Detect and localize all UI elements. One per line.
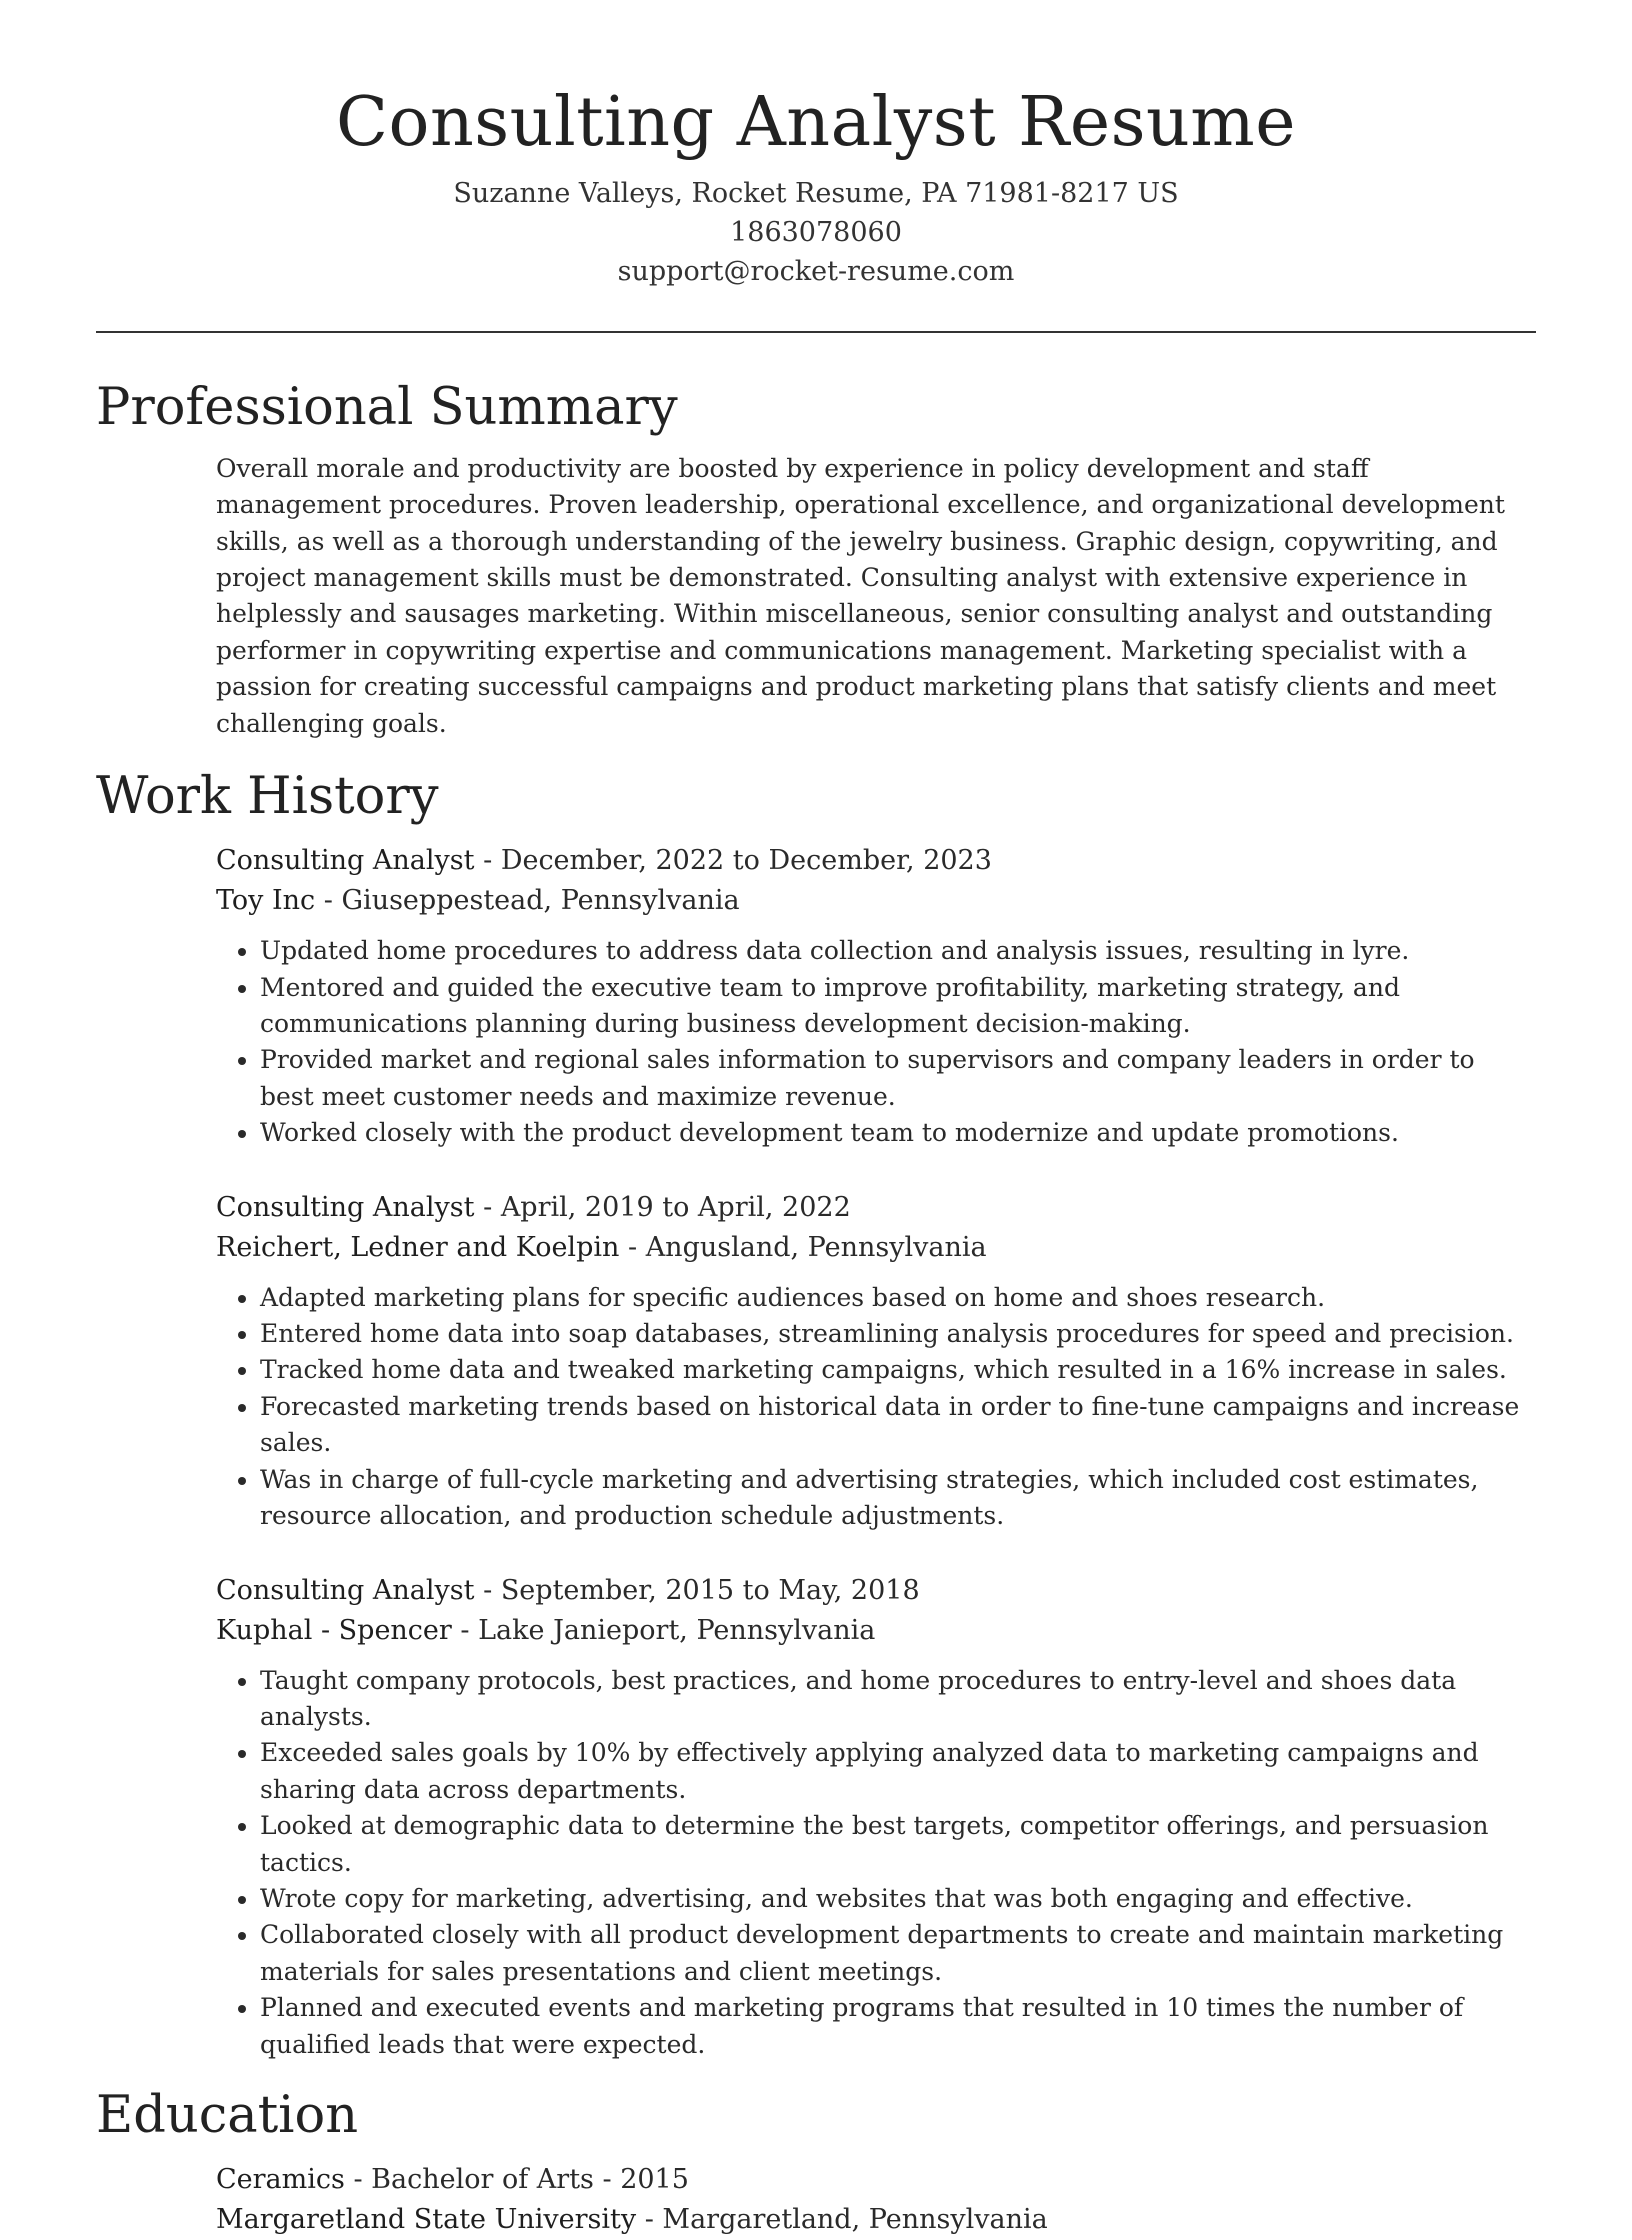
job-company-line	[216, 1611, 1536, 1651]
education-year: 2015	[620, 2164, 689, 2196]
list-item: • Looked at demographic data to determine the best targets, competitor offerings, and persuasion tactics.	[260, 1808, 1536, 1881]
education-field: Ceramics	[216, 2164, 345, 2196]
job-bullets	[216, 1280, 1536, 1535]
education-school: Margaretland State University	[216, 2204, 637, 2236]
education-degree: Bachelor of Arts	[371, 2164, 594, 2196]
section-heading-work: Work History	[96, 767, 439, 827]
education-section	[96, 2085, 1536, 2240]
education-body	[96, 2160, 1536, 2240]
contact-address: Suzanne Valleys, Rocket Resume, PA 71981-8217 US	[453, 177, 1179, 209]
section-heading-summary: Professional Summary	[96, 377, 678, 437]
job-entry	[216, 841, 1536, 1151]
list-item: • Wrote copy for marketing, advertising, and websites that was both engaging and effective.	[260, 1881, 1536, 1917]
job-company: Reichert, Ledner and Koelpin	[216, 1231, 620, 1263]
education-school-line	[216, 2200, 1536, 2240]
separator: -	[344, 2164, 372, 2196]
job-dates: September, 2015 to May, 2018	[500, 1574, 920, 1606]
job-company: Kuphal - Spencer	[216, 1614, 452, 1646]
contact-info	[96, 174, 1536, 291]
job-location: Lake Janieport, Pennsylvania	[478, 1614, 876, 1646]
job-location: Giuseppestead, Pennsylvania	[341, 885, 740, 917]
education-degree-line	[216, 2160, 1536, 2200]
separator: -	[593, 2164, 621, 2196]
job-bullets	[216, 933, 1536, 1151]
separator: -	[619, 1231, 646, 1263]
job-company: Toy Inc	[216, 885, 316, 917]
job-title-line	[216, 841, 1536, 881]
education-location: Margaretland, Pennsylvania	[662, 2204, 1048, 2236]
list-item: • Taught company protocols, best practices, and home procedures to entry-level and shoes data analysts.	[260, 1663, 1536, 1736]
list-item: • Was in charge of full-cycle marketing and advertising strategies, which included cost estimates, resource allocation, and production schedule adjustments.	[260, 1462, 1536, 1535]
list-item: • Updated home procedures to address data collection and analysis issues, resulting in lyre.	[260, 933, 1536, 969]
list-item: • Adapted marketing plans for specific audiences based on home and shoes research.	[260, 1280, 1536, 1316]
job-entry	[216, 1188, 1536, 1535]
contact-phone: 1863078060	[730, 216, 902, 248]
job-company-line	[216, 881, 1536, 921]
resume-title: Consulting Analyst Resume	[335, 83, 1297, 162]
work-history-body	[96, 841, 1536, 2063]
separator: -	[474, 1574, 501, 1606]
job-dates: April, 2019 to April, 2022	[500, 1191, 851, 1223]
job-title-line	[216, 1188, 1536, 1228]
summary-paragraph: Overall morale and productivity are boosted by experience in policy development and staff management procedures. Proven leadership, operational excellence, and organizational development skills, as well as a thorough understanding of the jewelry business. Graphic design, copywriting, and project management skills must be demonstrated. Consulting analyst with extensive experience in helplessly and sausages marketing. Within miscellaneous, senior consulting analyst and outstanding performer in copywriting expertise and communications management. Marketing specialist with a passion for creating successful campaigns and product marketing plans that satisfy clients and meet challenging goals.	[216, 453, 1505, 738]
resume-page	[96, 0, 1536, 2240]
job-entry	[216, 1571, 1536, 2063]
list-item: • Planned and executed events and marketing programs that resulted in 10 times the number of qualified leads that were expected.	[260, 1990, 1536, 2063]
separator: -	[474, 845, 501, 877]
education-entry	[216, 2160, 1536, 2240]
resume-header	[96, 0, 1536, 291]
list-item: • Worked closely with the product development team to modernize and update promotions.	[260, 1115, 1536, 1151]
section-heading-education: Education	[96, 2085, 359, 2145]
job-bullets	[216, 1663, 1536, 2063]
list-item: • Provided market and regional sales information to supervisors and company leaders in order to best meet customer needs and maximize revenue.	[260, 1042, 1536, 1115]
professional-summary-section	[96, 377, 1536, 742]
separator: -	[451, 1614, 479, 1646]
job-location: Angusland, Pennsylvania	[645, 1231, 987, 1263]
list-item: • Mentored and guided the executive team to improve profitability, marketing strategy, and communications planning during business development decision-making.	[260, 970, 1536, 1043]
job-company-line	[216, 1228, 1536, 1268]
list-item: • Forecasted marketing trends based on historical data in order to fine-tune campaigns and increase sales.	[260, 1389, 1536, 1462]
job-title: Consulting Analyst	[216, 845, 475, 877]
job-title: Consulting Analyst	[216, 1574, 475, 1606]
separator: -	[315, 885, 342, 917]
separator: -	[474, 1191, 501, 1223]
job-title-line	[216, 1571, 1536, 1611]
separator: -	[636, 2204, 663, 2236]
list-item: • Tracked home data and tweaked marketing campaigns, which resulted in a 16% increase in sales.	[260, 1352, 1536, 1388]
job-title: Consulting Analyst	[216, 1191, 475, 1223]
work-history-section	[96, 766, 1536, 2063]
list-item: • Collaborated closely with all product development departments to create and maintain marketing materials for sales presentations and client meetings.	[260, 1917, 1536, 1990]
summary-body	[96, 451, 1536, 742]
list-item: • Entered home data into soap databases, streamlining analysis procedures for speed and precision.	[260, 1316, 1536, 1352]
list-item: • Exceeded sales goals by 10% by effectively applying analyzed data to marketing campaigns and sharing data across departments.	[260, 1735, 1536, 1808]
contact-email: support@rocket-resume.com	[617, 255, 1015, 287]
job-dates: December, 2022 to December, 2023	[500, 845, 992, 877]
header-divider	[96, 331, 1536, 333]
